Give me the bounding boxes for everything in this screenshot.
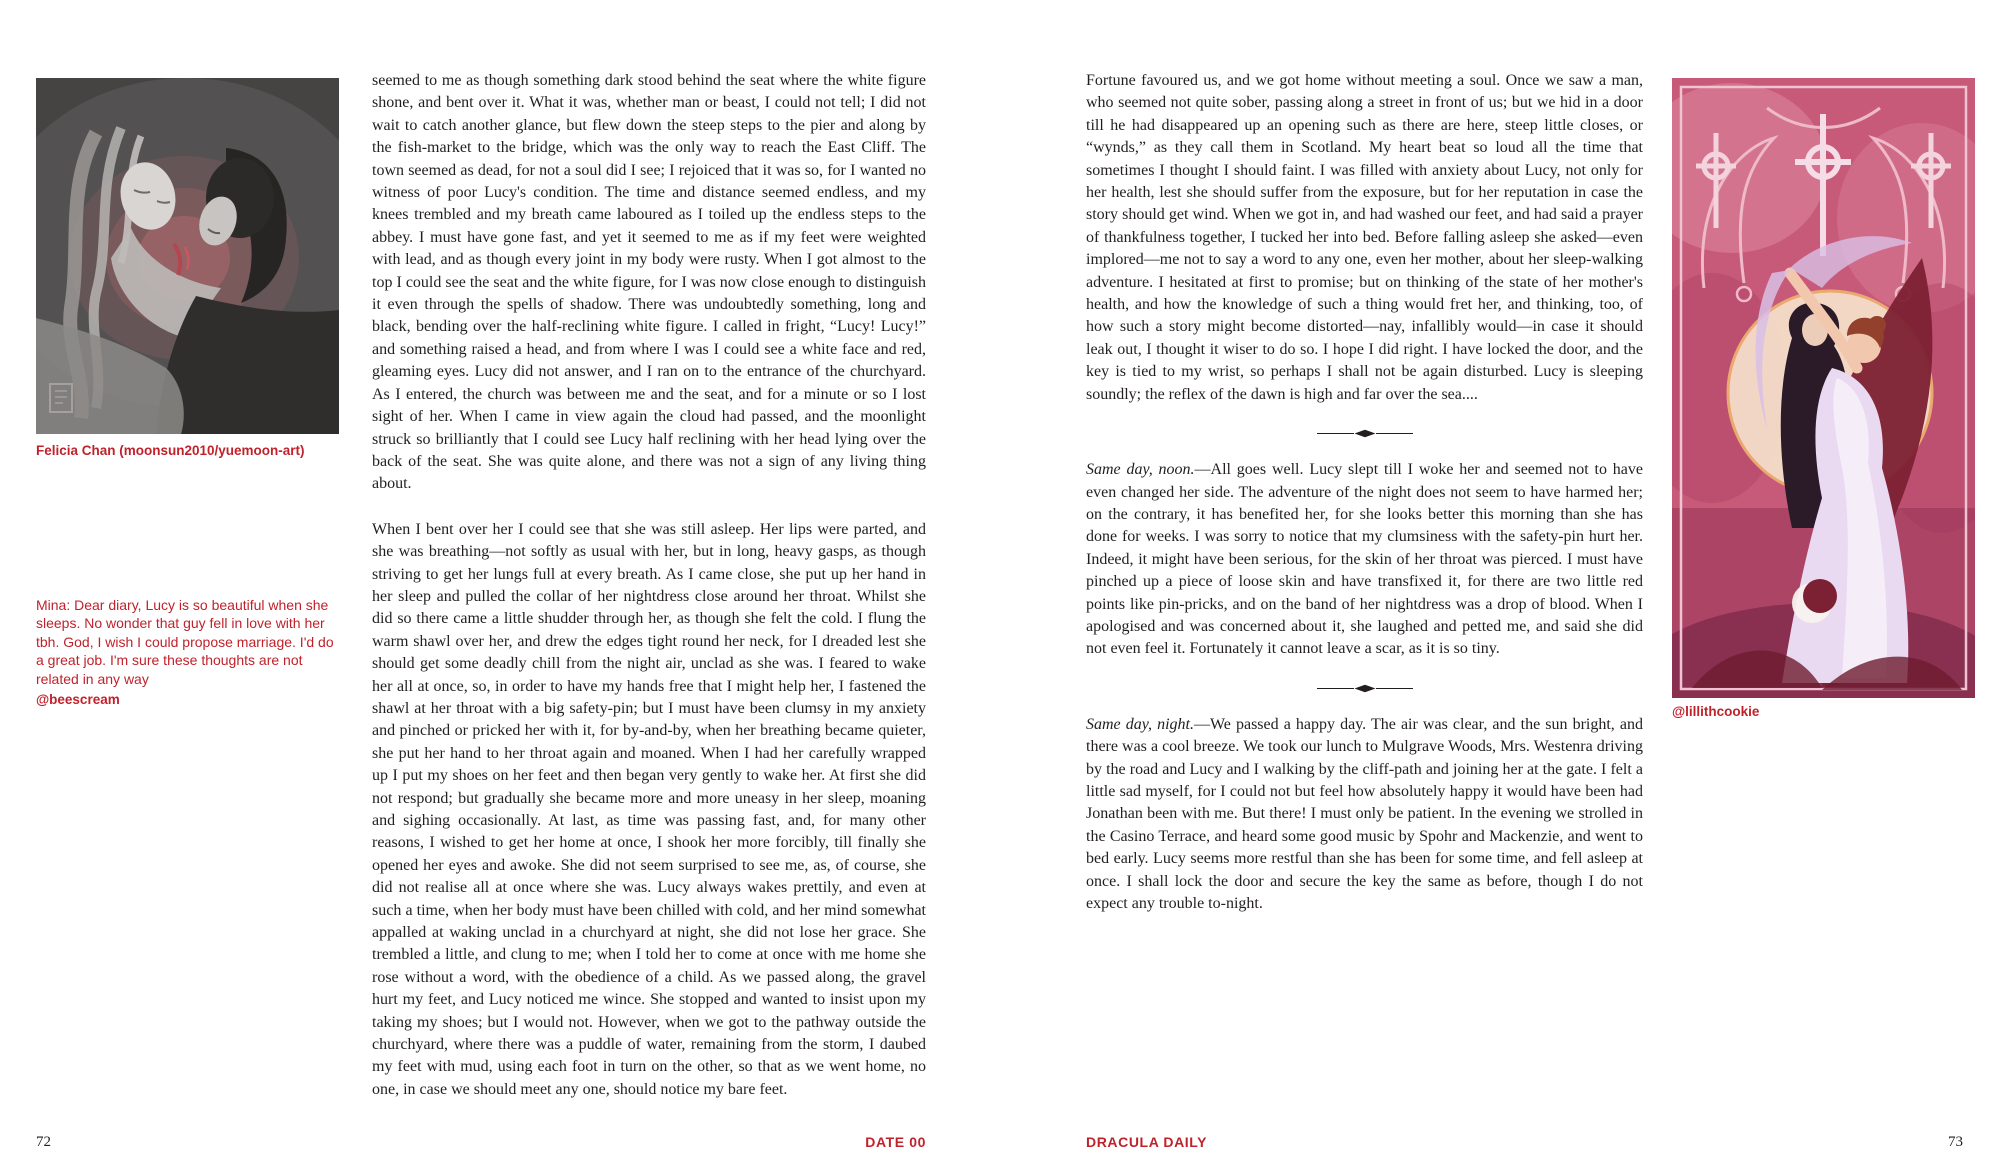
page-number-right: 73 <box>1948 1134 1963 1150</box>
left-artwork-credit: Felicia Chan (moonsun2010/yuemoon-art) <box>36 443 305 458</box>
footer-title-wrap <box>1086 1134 1643 1152</box>
entry-text: Fortune favoured us, and we got home without meeting a soul. Once we saw a man, who seemed not quite sober, passing along a street in front of us; but we hid in a door till he had disappeared up an opening such as there are here, steep little closes, or “wynds,” as they call them in Scotland. My heart beat so loud all the time that sometimes I thought I should faint. I was filled with anxiety about Lucy, not only for her health, lest she should suffer from the exposure, but for her reputation in case the story should get wind. When we got in, and had washed our feet, and had said a prayer of thankfulness together, I tucked her into bed. Before falling asleep she asked—even implored—me not to say a word to any one, even her mother, about her sleep-walking adventure. I hesitated at first to promise; but on thinking of the state of her mother's health, and how the knowledge of such a thing would fret her, and thinking, too, of how such a story might become distorted—nay, infallibly would—in case it should leak out, I thought it wiser to do so. I hope I did right. I have locked the door, and the key is tied to my wrist, so perhaps I shall not be again disturbed. Lucy is sleeping soundly; the reflex of the dawn is high and far over the sea.... <box>1086 72 1643 403</box>
footer-date-wrap <box>372 1134 926 1152</box>
entry-text: —All goes well. Lucy slept till I woke her and seemed not to have even changed her side. The adventure of the night does not seem to have harmed her; on the contrary, it has benefited her, for she looks better this morning than she has done for weeks. I was sorry to notice that my clumsiness with the safety-pin hurt her. Indeed, it might have been serious, for the skin of her throat was pierced. I must have pinched up a piece of loose skin and have transfixed it, for there are two little red points like pin-pricks, and on the band of her nightdress was a drop of blood. When I apologised and was concerned about it, she laughed and petted me, and said she did not even feel it. Fortunately it cannot leave a scar, as it is so tiny. <box>1086 461 1644 658</box>
journal-paragraph <box>1086 70 1643 406</box>
entry-date-lead: Same day, night. <box>1086 715 1194 733</box>
journal-paragraph <box>1086 459 1643 661</box>
commentary-text: Mina: Dear diary, Lucy is so beautiful when she sleeps. No wonder that guy fell in love with her tbh. God, I wish I could propose marriage. I'd do a great job. I'm sure these thoughts are not related in any way <box>36 597 334 687</box>
footer-title-label: DRACULA DAILY <box>1086 1134 1208 1150</box>
journal-paragraph: seemed to me as though something dark stood behind the seat where the white figure shone, and bent over it. What it was, whether man or beast, I could not tell; I did not wait to catch another glance, but flew down the steep steps to the pier and along by the fish-market to the bridge, which was the only way to reach the East Cliff. The town seemed as dead, for not a soul did I see; I rejoiced that it was so, for I wanted no witness of poor Lucy's condition. The time and distance seemed endless, and my knees trembled and my breath came laboured as I toiled up the endless steps to the abbey. I must have gone fast, and yet it seemed to me as if my feet were weighted with lead, and as though every joint in my body were rusty. When I got almost to the top I could see the seat and the white figure, for I was now close enough to distinguish it even through the spells of shadow. There was undoubtedly something, long and black, bending over the half-reclining white figure. I called in fright, “Lucy! Lucy!” and something raised a head, and from where I was I could see a white face and red, gleaming eyes. Lucy did not answer, and I ran on to the entrance of the churchyard. As I entered, the church was between me and the seat, and for a minute or so I lost sight of her. When I came in view again the cloud had passed, and the moonlight struck so brilliantly that I could see Lucy half reclining with her head lying over the back of the seat. She was quite alone, and there was not a sign of any living thing about. <box>372 72 926 493</box>
section-divider <box>1086 429 1643 438</box>
right-artwork-credit: @lillithcookie <box>1672 704 1760 719</box>
art-nouveau-illustration <box>1672 78 1975 698</box>
right-journal-column <box>1086 70 1643 938</box>
vampire-bite-illustration <box>36 78 339 434</box>
margin-commentary <box>36 596 338 707</box>
section-divider <box>1086 684 1643 693</box>
page-number-left: 72 <box>36 1134 51 1150</box>
right-page-artwork <box>1672 78 1975 698</box>
left-journal-column <box>372 70 926 1124</box>
divider-ornament-icon <box>1317 429 1413 438</box>
journal-paragraph: When I bent over her I could see that she was still asleep. Her lips were parted, and she was breathing—not softly as usual with her, but in long, heavy gasps, as though striving to get her lungs full at every breath. As I came close, she put up her hand in her sleep and pulled the collar of her nightdress close around her throat. Whilst she did so there came a little shudder through her, as though she felt the cold. I flung the warm shawl over her, and drew the edges tight round her neck, for I dreaded lest she should get some deadly chill from the night air, unclad as she was. I feared to wake her all at once, so, in order to have my hands free that I might help her, I fastened the shawl at her throat with a big safety-pin; but I must have been clumsy in my anxiety and pinched or pricked her with it, for by-and-by, when her breathing became quieter, she put her hand to her throat again and moaned. When I had her carefully wrapped up I put my shoes on her feet and then began very gently to wake her. At first she did not respond; but gradually she became more and more uneasy in her sleep, moaning and sighing occasionally. At last, as time was passing fast, and, for many other reasons, I wished to get her home at once, I shook her more forcibly, till finally she opened her eyes and awoke. She did not seem surprised to see me, as, of course, she did not realise all at once where she was. Lucy always wakes prettily, and even at such a time, when her body must have been chilled with cold, and her mind somewhat appalled at waking unclad in a churchyard at night, she did not lose her grace. She trembled a little, and clung to me; when I told her to come at once with me home she rose without a word, with the obedience of a child. As we passed along, the gravel hurt my feet, and Lucy noticed me wince. She stopped and wanted to insist upon my taking my shoes; but I would not. However, when we got to the pathway outside the churchyard, where there was a puddle of water, remaining from the storm, I daubed my feet with mud, using each foot in turn on the other, so that as we went home, no one, in case we should meet any one, should notice my bare feet. <box>372 520 926 1098</box>
divider-ornament-icon <box>1317 684 1413 693</box>
left-page-artwork <box>36 78 339 434</box>
entry-date-lead: Same day, noon. <box>1086 461 1195 479</box>
journal-paragraph <box>1086 714 1643 916</box>
commentary-handle: @beescream <box>36 692 120 708</box>
entry-text: —We passed a happy day. The air was clear, and the sun bright, and there was a cool breeze. We took our lunch to Mulgrave Woods, Mrs. Westenra driving by the road and Lucy and I walking by the cliff-path and joining her at the gate. I felt a little sad myself, for I could not but feel how absolutely happy it would have been had Jonathan been with me. But there! I must only be patient. In the evening we strolled in the Casino Terrace, and heard some good music by Spohr and Mackenzie, and went to bed early. Lucy seems more restful than she has been for some time, and fell asleep at once. I shall lock the door and secure the key the same as before, though I do not expect any trouble to-night. <box>1086 715 1643 912</box>
footer-date-label: DATE 00 <box>865 1134 926 1150</box>
